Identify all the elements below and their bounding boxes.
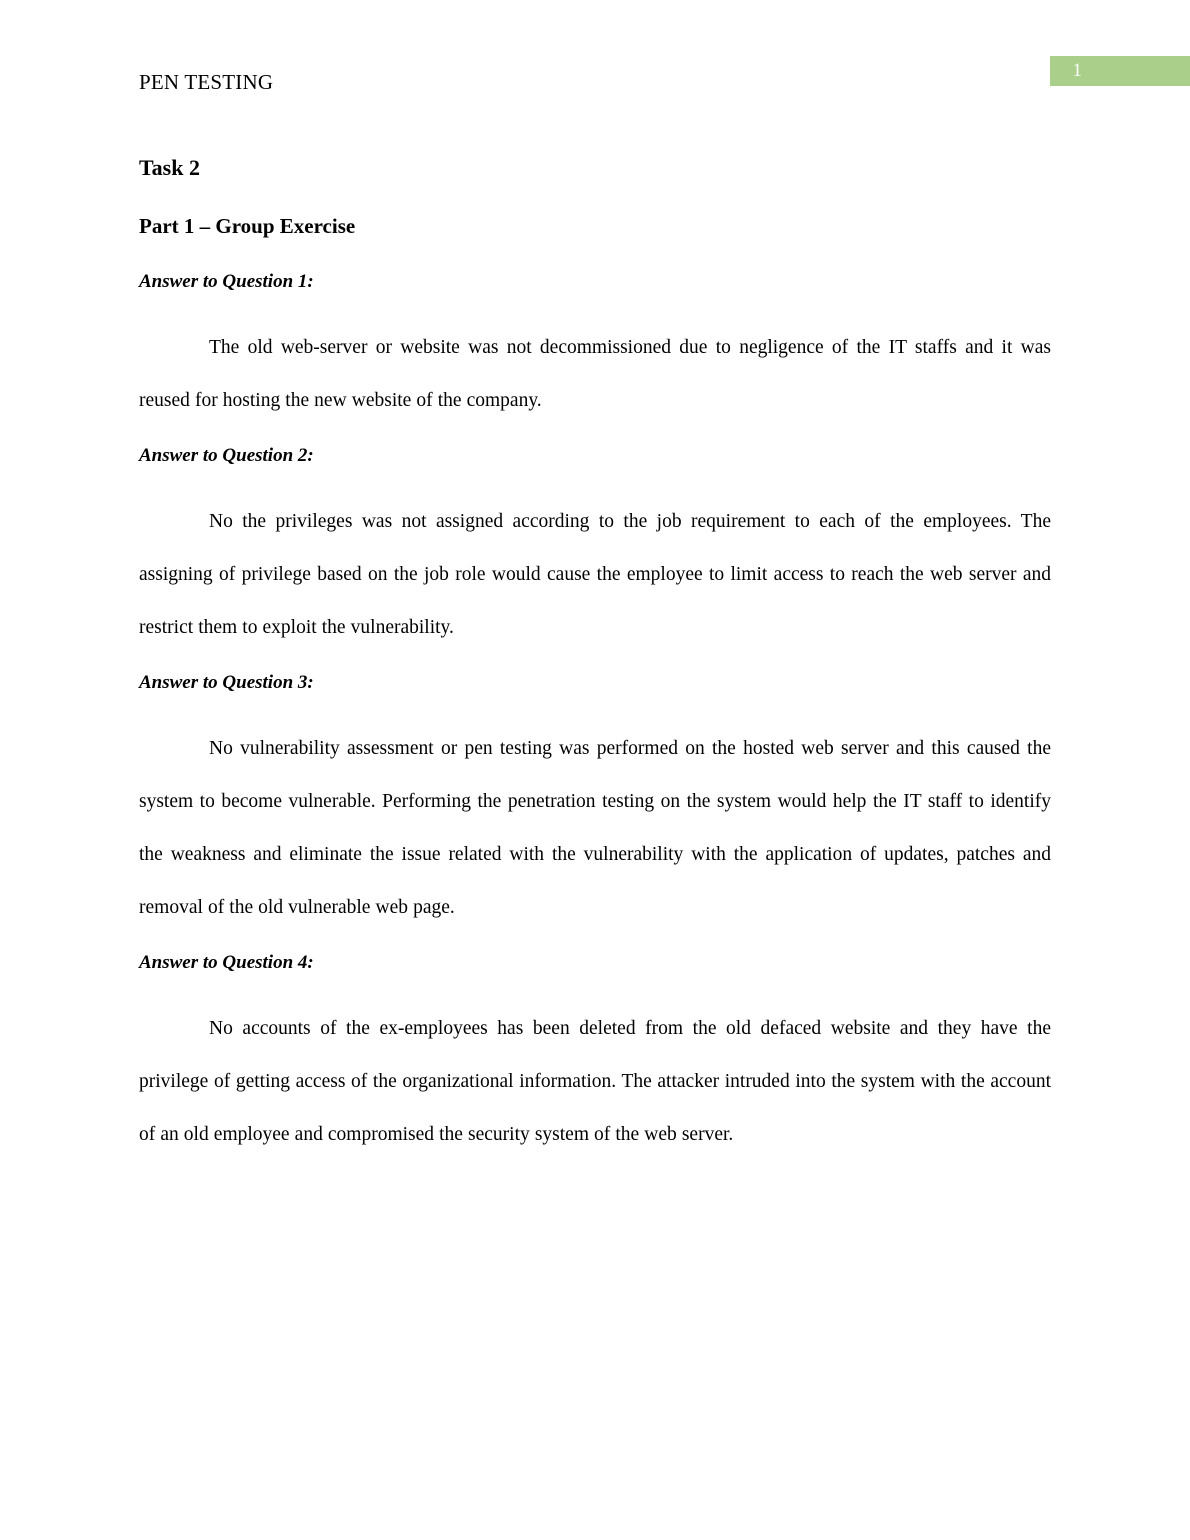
document-body [139,155,1051,1189]
answer-paragraph-4: No accounts of the ex-employees has been deleted from the old defaced website and they have the privilege of getting access of the organizational information. The attacker intruded into the system with the account of an old employee and compromised the security system of the web server. [139,1018,1051,1145]
answer-paragraph-3: No vulnerability assessment or pen testing was performed on the hosted web server and this caused the system to become vulnerable. Performing the penetration testing on the system would help the IT staff to identify the weakness and eliminate the issue related with the vulnerability with the application of updates, patches and removal of the old vulnerable web page. [139,738,1051,918]
answer-label-4: Answer to Question 4: [139,952,314,973]
page-number-band [1050,56,1190,86]
page-number: 1 [1072,60,1082,81]
answer-paragraph-1: The old web-server or website was not decommissioned due to negligence of the IT staffs and it was reused for hosting the new website of the company. [139,337,1051,411]
answer-label-2: Answer to Question 2: [139,445,314,466]
answer-label-3: Answer to Question 3: [139,672,314,693]
document-header-title: PEN TESTING [139,70,274,94]
page-title: Task 2 [139,155,200,180]
section-subtitle: Part 1 – Group Exercise [139,214,356,238]
answer-label-1: Answer to Question 1: [139,271,314,292]
answer-paragraph-2: No the privileges was not assigned according to the job requirement to each of the employees. The assigning of privilege based on the job role would cause the employee to limit access to reach the web server and restrict them to exploit the vulnerability. [139,511,1051,638]
